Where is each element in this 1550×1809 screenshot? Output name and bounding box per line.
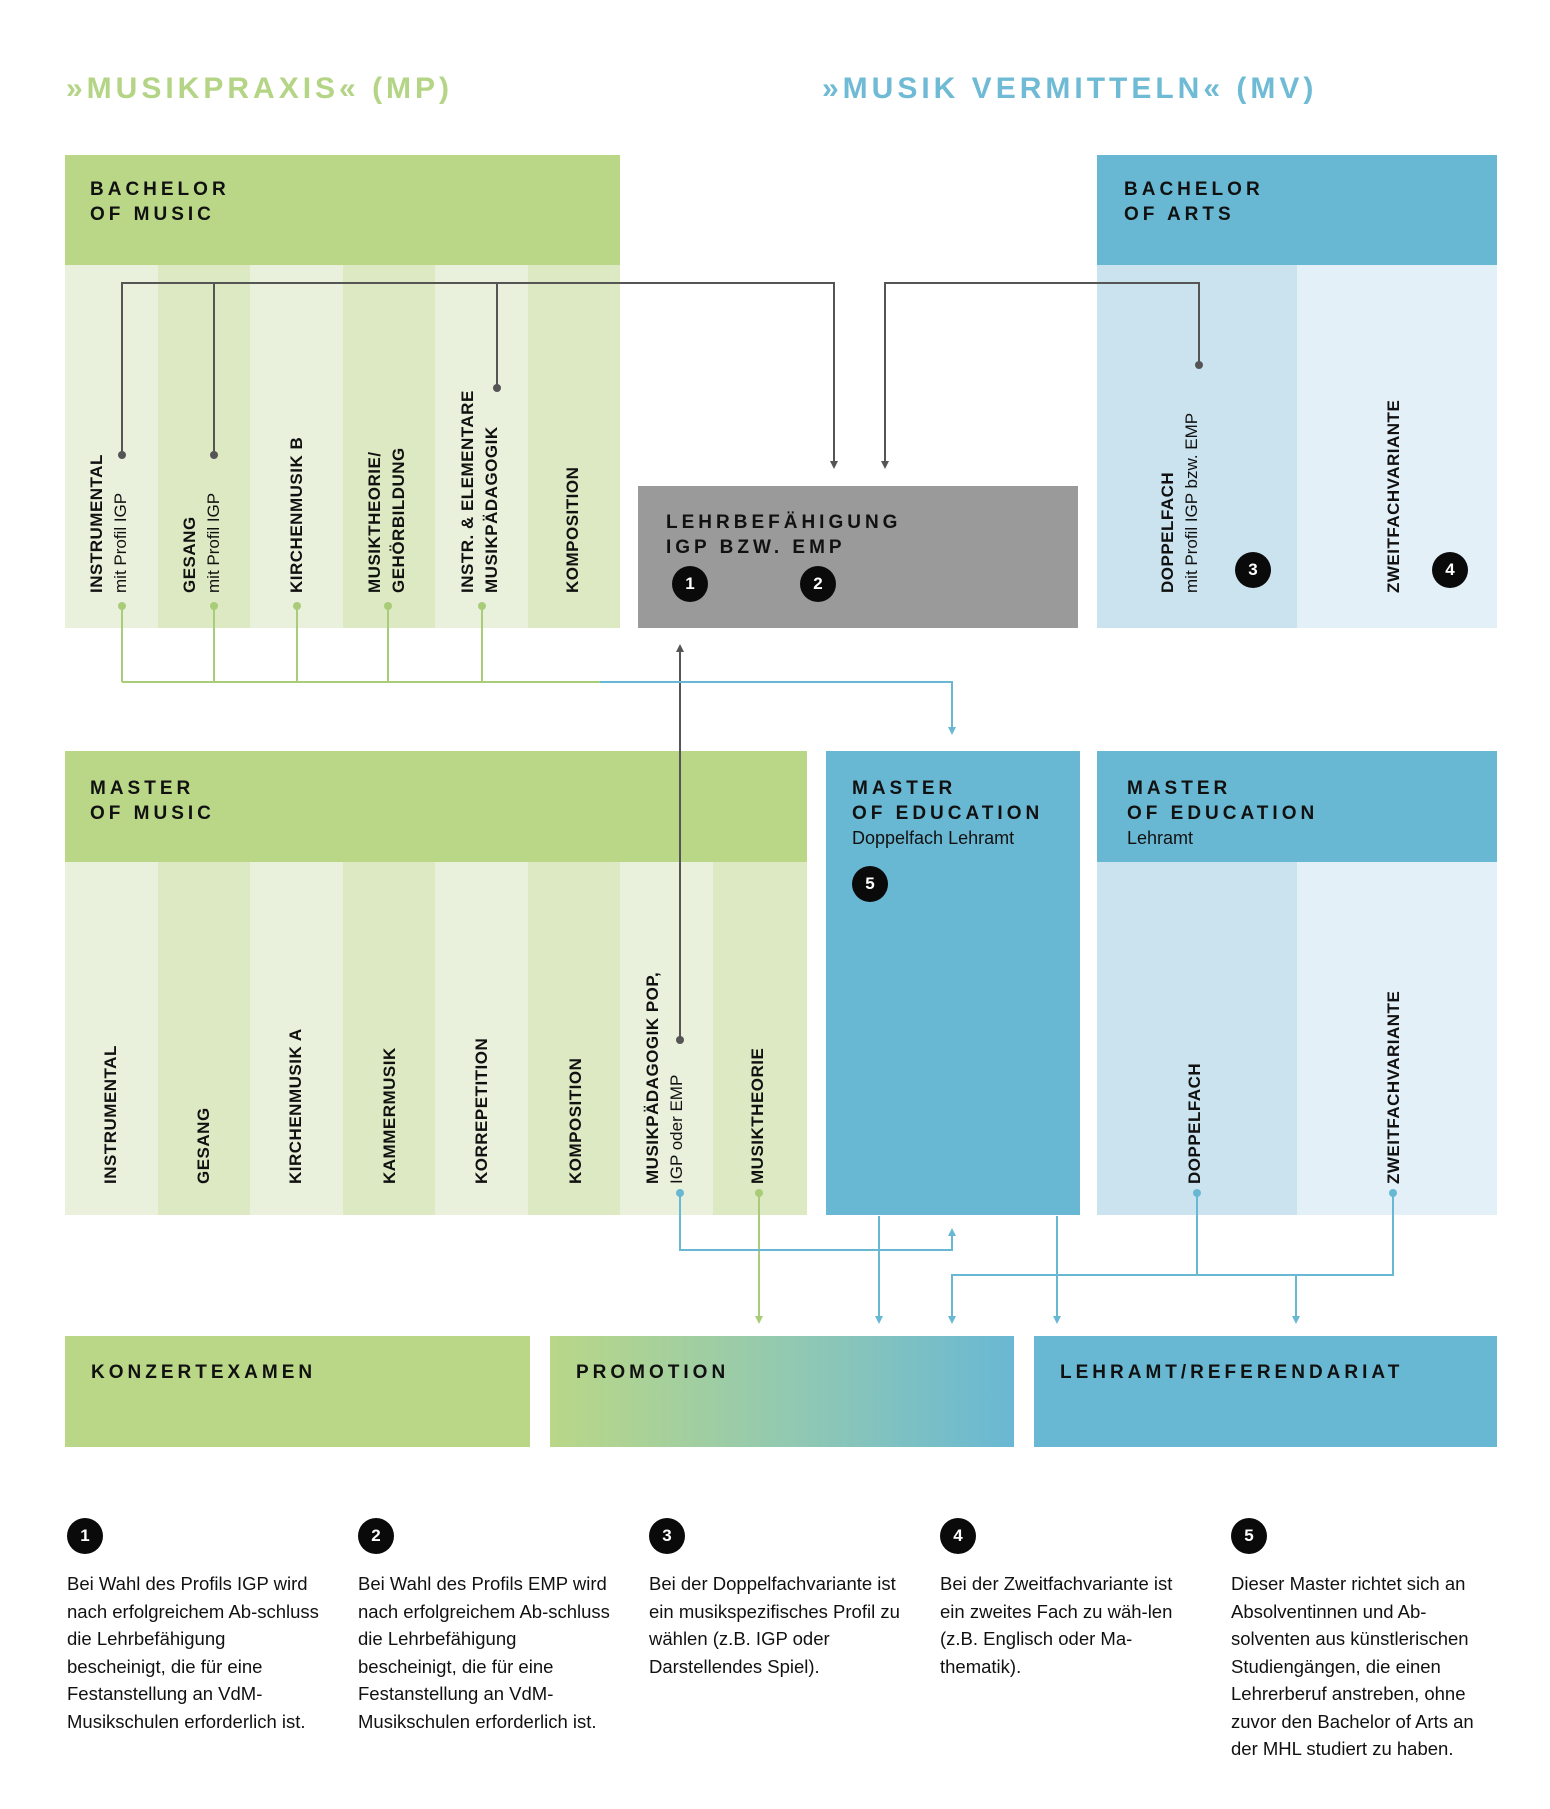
mom-col-gesang: GESANG xyxy=(194,1107,213,1184)
note-3 xyxy=(649,1526,909,1680)
note-4-text: Bei der Zweitfachvariante ist ein zweites Fach zu wäh-len (z.B. Englisch oder Ma-thematik). xyxy=(940,1573,1173,1677)
note-1-text: Bei Wahl des Profils IGP wird nach erfolgreichem Ab-schluss die Lehrbefähigung bescheinigt, die für eine Festanstellung an VdM-Musikschulen erforderlich ist. xyxy=(67,1573,319,1732)
bachelor-arts-title: BACHELOR OF ARTS xyxy=(1124,179,1264,225)
badge-1: 1 xyxy=(672,566,708,602)
master-of-education-doppelfach xyxy=(826,751,1080,1215)
master-music-title: MASTER OF MUSIC xyxy=(90,778,215,824)
master-edu-title: MASTER OF EDUCATION Lehramt xyxy=(1127,778,1319,848)
bom-col-instr-elementare: INSTR. & ELEMENTARE MUSIKPÄDAGOGIK xyxy=(458,390,501,593)
bom-col-gesang: GESANG mit Profil IGP xyxy=(180,492,223,593)
badge-2: 2 xyxy=(800,566,836,602)
lehrbefaehigung-box xyxy=(638,486,1078,628)
lehrbefaehigung-title: LEHRBEFÄHIGUNG IGP BZW. EMP xyxy=(666,512,902,558)
mom-col-musiktheorie: MUSIKTHEORIE xyxy=(748,1047,767,1184)
note-5-text: Dieser Master richtet sich an Absolventinnen und Ab-solventen aus künstlerischen Studiengängen, die einen Lehrerberuf anstreben, ohne zuvor den Bachelor of Arts an der MHL studiert zu haben. xyxy=(1231,1573,1474,1759)
boa-col-zweitfachvariante: ZWEITFACHVARIANTE xyxy=(1384,399,1403,593)
note-1-badge: 1 xyxy=(67,1518,103,1554)
lehramt-label: LEHRAMT/REFERENDARIAT xyxy=(1060,1362,1404,1383)
bachelor-music-title: BACHELOR OF MUSIC xyxy=(90,179,230,225)
badge-5: 5 xyxy=(852,866,888,902)
mom-col-korrepetition: KORREPETITION xyxy=(472,1037,491,1184)
mom-col-musikpaedagogik: MUSIKPÄDAGOGIK POP, IGP oder EMP xyxy=(643,971,686,1184)
badge-3: 3 xyxy=(1235,552,1271,588)
bachelor-of-music xyxy=(65,155,620,628)
master-edu-double-title: MASTER OF EDUCATION Doppelfach Lehramt xyxy=(852,778,1044,848)
moe-col-zweitfachvariante: ZWEITFACHVARIANTE xyxy=(1384,990,1403,1184)
mom-col-komposition: KOMPOSITION xyxy=(566,1057,585,1184)
konzertexamen-label: KONZERTEXAMEN xyxy=(91,1362,317,1383)
bom-col-musiktheorie: MUSIKTHEORIE/ GEHÖRBILDUNG xyxy=(365,447,408,593)
mom-col-kirchenmusik-a: KIRCHENMUSIK A xyxy=(286,1028,305,1184)
bom-col-komposition: KOMPOSITION xyxy=(563,466,582,593)
promotion-label: PROMOTION xyxy=(576,1362,730,1383)
badge-4: 4 xyxy=(1432,552,1468,588)
promotion-box xyxy=(550,1336,1014,1447)
note-2-badge: 2 xyxy=(358,1518,394,1554)
konzertexamen-box xyxy=(65,1336,530,1447)
bom-col-instrumental: INSTRUMENTAL mit Profil IGP xyxy=(87,454,130,593)
lehramt-box xyxy=(1034,1336,1497,1447)
master-of-music xyxy=(65,751,807,1215)
note-4-badge: 4 xyxy=(940,1518,976,1554)
master-of-education-lehramt xyxy=(1097,751,1497,1215)
mom-col-kammermusik: KAMMERMUSIK xyxy=(380,1047,399,1184)
note-4 xyxy=(940,1526,1200,1680)
section-title-musik-vermitteln: »MUSIK VERMITTELN« (MV) xyxy=(822,72,1318,105)
note-2-text: Bei Wahl des Profils EMP wird nach erfolgreichem Ab-schluss die Lehrbefähigung bescheinigt, die für eine Festanstellung an VdM-Musikschulen erforderlich ist. xyxy=(358,1573,610,1732)
note-5 xyxy=(1231,1526,1496,1763)
note-5-badge: 5 xyxy=(1231,1518,1267,1554)
mom-col-instrumental: INSTRUMENTAL xyxy=(101,1045,120,1184)
note-2 xyxy=(358,1526,618,1735)
bom-col-kirchenmusik-b: KIRCHENMUSIK B xyxy=(287,436,306,593)
note-3-text: Bei der Doppelfachvariante ist ein musikspezifisches Profil zu wählen (z.B. IGP oder Darstellendes Spiel). xyxy=(649,1573,900,1677)
note-1 xyxy=(67,1526,327,1735)
section-title-musikpraxis: »MUSIKPRAXIS« (MP) xyxy=(66,72,454,105)
boa-col-doppelfach: DOPPELFACH mit Profil IGP bzw. EMP xyxy=(1158,412,1201,593)
moe-col-doppelfach: DOPPELFACH xyxy=(1185,1062,1204,1184)
note-3-badge: 3 xyxy=(649,1518,685,1554)
